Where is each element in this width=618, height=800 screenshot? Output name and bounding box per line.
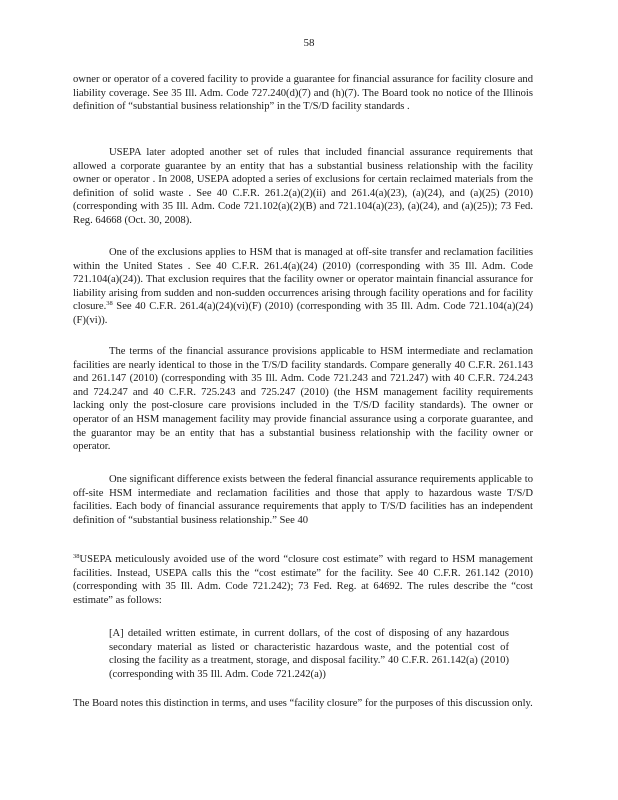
closing-note: The Board notes this distinction in terms, and uses “facility closure” for the purposes of this discussion only. xyxy=(73,698,533,709)
paragraph-3-text: One of the exclusions applies to HSM that is managed at off-site transfer and reclamation facilities within the United States . See 40 C.F.R. 261.4(a)(24) (2010) (corresponding with 35 Ill. Adm. Code 721.104(a)(24)). That exclusion requires that the facility owner or operator maintain financial assurance for liability arising from sudden and non-sudden occurrences arising through facility operations and for facility closure. xyxy=(73,247,533,313)
paragraph-5: One significant difference exists between the federal financial assurance requirements applicable to off-site HSM intermediate and reclamation facilities and those that apply to hazardous waste T/S/D facilities. Each body of financial assurance requirements that apply to T/S/D facilities has an independent definition of “substantial business relationship.” See 40 xyxy=(73,474,533,526)
footnote-marker: 38 xyxy=(73,553,80,560)
footnote-text: USEPA meticulously avoided use of the word “closure cost estimate” with regard to HSM management facilities. Instead, USEPA calls this the “cost estimate” for the facility. See 40 C.F.R. 261.142 (2010) (corresponding with 35 Ill. Adm. Code 721.242); 73 Fed. Reg. at 64692. The rules describe the “cost estimate” as follows: xyxy=(73,554,533,606)
paragraph-2: USEPA later adopted another set of rules that included financial assurance requirements that allowed a corporate guarantee by an entity that has a substantial business relationship with the facility owner or operator . In 2008, USEPA adopted a series of exclusions for certain reclaimed materials from the definition of solid waste . See 40 C.F.R. 261.2(a)(2)(ii) and 261.4(a)(23), (a)(24), and (a)(25) (2010) (corresponding with 35 Ill. Adm. Code 721.102(a)(2)(B) and 721.104(a)(23), (a)(24), and (a)(25)); 73 Fed. Reg. 64668 (Oct. 30, 2008). xyxy=(73,147,533,226)
footnote xyxy=(73,553,533,607)
paragraph-1: owner or operator of a covered facility to provide a guarantee for financial assurance for facility closure and liability coverage. See 35 Ill. Adm. Code 727.240(d)(7) and (h)(7). The Board took no notice of the Illinois definition of “substantial business relationship” in the T/S/D facility standards . xyxy=(73,74,533,113)
paragraph-4: The terms of the financial assurance provisions applicable to HSM intermediate and reclamation facilities are nearly identical to those in the T/S/D facility standards. Compare generally 40 C.F.R. 261.143 and 261.147 (2010) (corresponding with 35 Ill. Adm. Code 721.243 and 721.247) with 40 C.F.R. 724.243 and 724.247 and 40 C.F.R. 725.243 and 725.247 (2010) (the HSM management facility requirements lacking only the post-closure care provisions included in the T/S/D facility standards). The owner or operator of an HSM management facility may provide financial assurance using a corporate guarantee, and the guarantor may be an entity that has a substantial business relationship with the facility owner or operator. xyxy=(73,346,533,453)
footnote-ref: 38 xyxy=(106,300,113,308)
paragraph-3 xyxy=(73,246,533,328)
block-quote: [A] detailed written estimate, in current dollars, of the cost of disposing of any hazardous secondary material as listed or characteristic hazardous waste, and the potential cost of closing the facility as a treatment, storage, and disposal facility.” 40 C.F.R. 261.142(a) (2010) (corresponding with 35 Ill. Adm. Code 721.242(a)) xyxy=(109,628,509,680)
paragraph-3-citation: See 40 C.F.R. 261.4(a)(24)(vi)(F) (2010) (corresponding with 35 Ill. Adm. Code 721.104(a)(24)(F)(vi)). xyxy=(73,301,533,326)
page-number: 58 xyxy=(303,37,315,49)
